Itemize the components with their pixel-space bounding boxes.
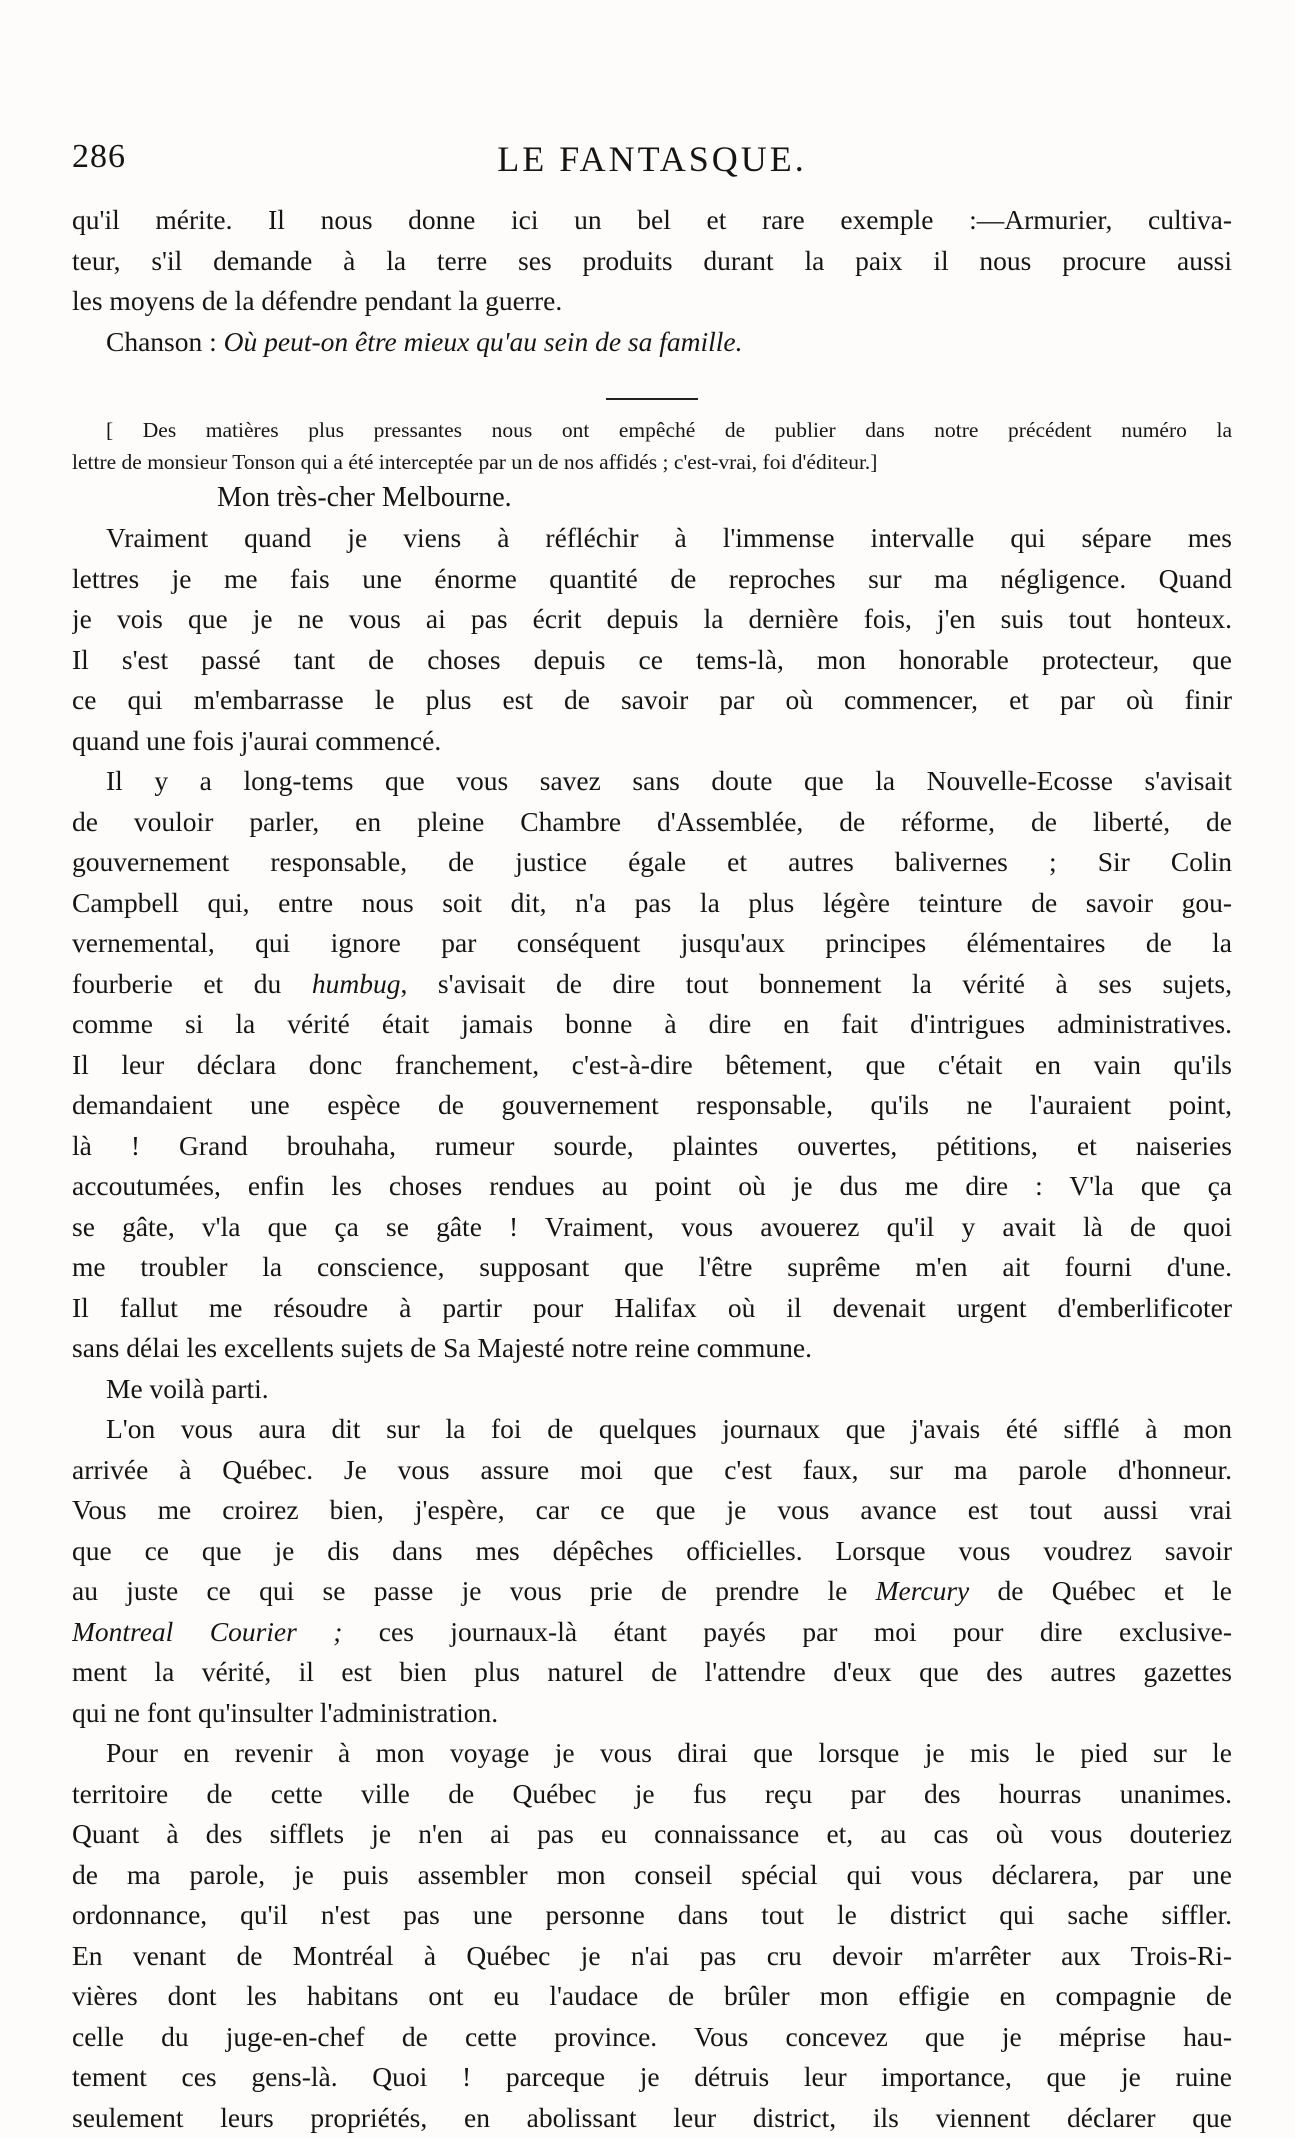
letter-line: qui ne font qu'insulter l'administration. [72, 1693, 1232, 1734]
letter-line: vières dont les habitans ont eu l'audace de brûler mon effigie en compagnie de [72, 1976, 1232, 2017]
editor-note [72, 414, 1232, 478]
letter-line: Me voilà parti. [72, 1369, 1232, 1410]
letter-line: là ! Grand brouhaha, rumeur sourde, plaintes ouvertes, pétitions, et naiseries [72, 1126, 1232, 1167]
letter-line: ment la vérité, il est bien plus naturel de l'attendre d'eux que des autres gazettes [72, 1652, 1232, 1693]
page-header [72, 138, 1232, 190]
letter-line: tement ces gens-là. Quoi ! parceque je détruis leur importance, que je ruine [72, 2057, 1232, 2098]
chanson-line [72, 322, 1232, 363]
line-text: ces journaux-là étant payés par moi pour dire exclusive- [342, 1616, 1232, 1647]
letter-line: de ma parole, je puis assembler mon conseil spécial qui vous déclarera, par une [72, 1855, 1232, 1896]
letter-line: Vraiment quand je viens à réfléchir à l'immense intervalle qui sépare mes [72, 518, 1232, 559]
letter-line [72, 964, 1232, 1005]
line-text: , s'avisait de dire tout bonnement la vérité à ses sujets, [400, 968, 1232, 999]
text-line: les moyens de la défendre pendant la guerre. [72, 281, 1232, 322]
letter-line: comme si la vérité était jamais bonne à dire en fait d'intrigues administratives. [72, 1004, 1232, 1045]
page-body [72, 200, 1232, 2138]
section-divider [606, 398, 698, 400]
letter-line: sans délai les excellents sujets de Sa Majesté notre reine commune. [72, 1328, 1232, 1369]
chanson-label: Chanson : [106, 326, 217, 357]
letter-line: L'on vous aura dit sur la foi de quelques journaux que j'avais été sifflé à mon [72, 1409, 1232, 1450]
letter-body [72, 518, 1232, 2138]
italic-title: Montreal Courier ; [72, 1616, 342, 1647]
letter-line: lettres je me fais une énorme quantité de reproches sur ma négligence. Quand [72, 559, 1232, 600]
note-line: lettre de monsieur Tonson qui a été interceptée par un de nos affidés ; c'est-vrai, foi d'éditeur.] [72, 446, 1232, 478]
letter-line: me troubler la conscience, supposant que l'être suprême m'en ait fourni d'une. [72, 1247, 1232, 1288]
letter-line: Il leur déclara donc franchement, c'est-à-dire bêtement, que c'était en vain qu'ils [72, 1045, 1232, 1086]
letter-line: arrivée à Québec. Je vous assure moi que c'est faux, sur ma parole d'honneur. [72, 1450, 1232, 1491]
letter-line: accoutumées, enfin les choses rendues au point où je dus me dire : V'la que ça [72, 1166, 1232, 1207]
letter-line: Vous me croirez bien, j'espère, car ce que je vous avance est tout aussi vrai [72, 1490, 1232, 1531]
letter-line: se gâte, v'la que ça se gâte ! Vraiment, vous avouerez qu'il y avait là de quoi [72, 1207, 1232, 1248]
italic-word: humbug [312, 968, 401, 999]
letter-salutation: Mon très-cher Melbourne. [72, 478, 1232, 518]
letter-line: territoire de cette ville de Québec je fus reçu par des hourras unanimes. [72, 1774, 1232, 1815]
line-text: de Québec et le [969, 1575, 1232, 1606]
text-line: qu'il mérite. Il nous donne ici un bel et rare exemple :—Armurier, cultiva- [72, 200, 1232, 241]
italic-word: Mercury [876, 1575, 970, 1606]
running-title: LE FANTASQUE. [72, 138, 1232, 180]
letter-line: ordonnance, qu'il n'est pas une personne dans tout le district qui sache siffler. [72, 1895, 1232, 1936]
letter-line: vernemental, qui ignore par conséquent jusqu'aux principes élémentaires de la [72, 923, 1232, 964]
letter-line: Il fallut me résoudre à partir pour Halifax où il devenait urgent d'emberlificoter [72, 1288, 1232, 1329]
letter-line: je vois que je ne vous ai pas écrit depuis la dernière fois, j'en suis tout honteux. [72, 599, 1232, 640]
letter-line: ce qui m'embarrasse le plus est de savoir par où commencer, et par où finir [72, 680, 1232, 721]
line-text: au juste ce qui se passe je vous prie de prendre le [72, 1575, 847, 1606]
page-number: 286 [72, 138, 126, 176]
letter-line: demandaient une espèce de gouvernement responsable, qu'ils ne l'auraient point, [72, 1085, 1232, 1126]
newspaper-page [72, 0, 1232, 2118]
letter-line [72, 1612, 1232, 1653]
letter-line: celle du juge-en-chef de cette province. Vous concevez que je méprise hau- [72, 2017, 1232, 2058]
chanson-title: Où peut-on être mieux qu'au sein de sa famille. [224, 326, 743, 357]
letter-line: que ce que je dis dans mes dépêches officielles. Lorsque vous voudrez savoir [72, 1531, 1232, 1572]
letter-line: quand une fois j'aurai commencé. [72, 721, 1232, 762]
line-text: fourberie et du [72, 968, 281, 999]
letter-line: de vouloir parler, en pleine Chambre d'Assemblée, de réforme, de liberté, de [72, 802, 1232, 843]
letter-line: Campbell qui, entre nous soit dit, n'a pas la plus légère teinture de savoir gou- [72, 883, 1232, 924]
letter-line: seulement leurs propriétés, en abolissant leur district, ils viennent déclarer que [72, 2098, 1232, 2138]
letter-line: Quant à des sifflets je n'en ai pas eu connaissance et, au cas où vous douteriez [72, 1814, 1232, 1855]
note-line: [ Des matières plus pressantes nous ont empêché de publier dans notre précédent numéro la [72, 414, 1232, 446]
letter-line [72, 1571, 1232, 1612]
letter-line: Il y a long-tems que vous savez sans doute que la Nouvelle-Ecosse s'avisait [72, 761, 1232, 802]
letter-line: Il s'est passé tant de choses depuis ce tems-là, mon honorable protecteur, que [72, 640, 1232, 681]
text-line: teur, s'il demande à la terre ses produits durant la paix il nous procure aussi [72, 241, 1232, 282]
letter-line: gouvernement responsable, de justice égale et autres balivernes ; Sir Colin [72, 842, 1232, 883]
letter-line: En venant de Montréal à Québec je n'ai pas cru devoir m'arrêter aux Trois-Ri- [72, 1936, 1232, 1977]
intro-paragraph [72, 200, 1232, 362]
letter-line: Pour en revenir à mon voyage je vous dirai que lorsque je mis le pied sur le [72, 1733, 1232, 1774]
